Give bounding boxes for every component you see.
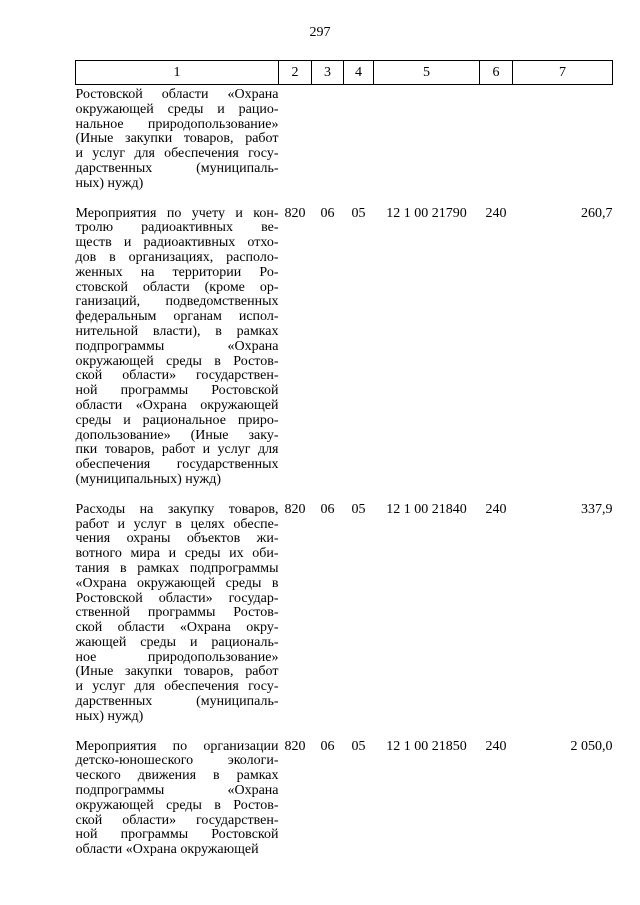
description-line: Ростовской области» государ- (75, 590, 279, 606)
table-row (76, 85, 613, 192)
description-line: ской области» государствен- (75, 812, 279, 828)
description-line: дов в организациях, располо- (75, 249, 279, 265)
description-line: ществ и радиоактивных отхо- (75, 235, 279, 251)
description-line: и услуг для обеспечения госу- (75, 679, 279, 695)
column-header-4: 4 (344, 61, 374, 85)
description-line: ное природопользование» (75, 649, 279, 665)
ministry-code: 820 (284, 501, 306, 517)
column-header-1: 1 (76, 61, 279, 85)
ministry-code: 820 (284, 205, 306, 221)
amount: 260,7 (581, 205, 613, 221)
description-line: Мероприятия по учету и кон- (75, 205, 279, 221)
amount: 337,9 (581, 501, 613, 517)
row-description (76, 192, 279, 488)
description-line: чения охраны объектов жи- (75, 531, 279, 547)
description-line: подпрограммы «Охрана (75, 783, 279, 799)
description-line: окружающей среды в Ростов- (75, 797, 279, 813)
subsection-code: 05 (351, 738, 366, 754)
row-description (76, 85, 279, 192)
table-row (76, 192, 613, 488)
description-line: федеральным органам испол- (75, 309, 279, 325)
column-header-7: 7 (513, 61, 613, 85)
amount (513, 85, 613, 192)
description-line: стовской области (кроме ор- (75, 279, 279, 295)
expense-type-code: 240 (485, 501, 507, 517)
description-line: ганизаций, подведомственных (75, 294, 279, 310)
description-line: (Иные закупки товаров, работ (75, 664, 279, 680)
description-line: подпрограммы «Охрана (75, 338, 279, 354)
description-line: женных на территории Ро- (75, 264, 279, 280)
description-line: ческого движения в рамках (75, 768, 279, 784)
description-line: нальное природопользование» (75, 116, 279, 132)
description-line: ственной программы Ростов- (75, 605, 279, 621)
ministry-code (279, 85, 312, 192)
header-row (76, 61, 613, 85)
section-code: 06 (320, 501, 335, 517)
subsection-code: 05 (351, 501, 366, 517)
section-code: 06 (320, 738, 335, 754)
description-line: ной программы Ростовской (75, 827, 279, 843)
expense-type-code: 240 (485, 738, 507, 754)
description-line: детско-юношеского экологи- (75, 753, 279, 769)
column-header-3: 3 (312, 61, 344, 85)
amount: 2 050,0 (570, 738, 613, 754)
description-line: допользование» (Иные заку- (75, 427, 279, 443)
description-line: (Иные закупки товаров, работ (75, 131, 279, 147)
description-line: нительной власти), в рамках (75, 323, 279, 339)
description-line: жающей среды и рациональ- (75, 634, 279, 650)
row-description (76, 488, 279, 725)
column-header-6: 6 (480, 61, 513, 85)
target-article-code: 12 1 00 21840 (386, 501, 467, 517)
description-line: среды и рациональное приро- (75, 412, 279, 428)
description-line: тролю радиоактивных ве- (75, 220, 279, 236)
description-line: ской области «Охрана окру- (75, 620, 279, 636)
target-article-code: 12 1 00 21790 (386, 205, 467, 221)
description-line: пки товаров, работ и услуг для (75, 442, 279, 458)
section-code: 06 (320, 205, 335, 221)
subsection-code: 05 (351, 205, 366, 221)
table-row (76, 725, 613, 858)
description-line: области «Охрана окружающей (75, 842, 259, 858)
target-article-code: 12 1 00 21850 (386, 738, 467, 754)
description-line: работ и услуг в целях обеспе- (75, 516, 279, 532)
section-code (312, 85, 344, 192)
description-line: тания в рамках подпрограммы (75, 560, 279, 576)
column-header-5: 5 (374, 61, 480, 85)
description-line: ной программы Ростовской (75, 383, 279, 399)
description-line: ных) нужд) (75, 175, 144, 191)
ministry-code: 820 (284, 738, 306, 754)
description-line: «Охрана окружающей среды в (75, 575, 279, 591)
budget-table (75, 60, 613, 858)
column-header-2: 2 (279, 61, 312, 85)
description-line: окружающей среды и рацио- (75, 101, 279, 117)
description-line: Ростовской области «Охрана (75, 87, 279, 102)
description-line: дарственных (муниципаль- (75, 160, 279, 176)
description-line: обеспечения государственных (75, 457, 279, 473)
description-line: ской области» государствен- (75, 368, 279, 384)
row-description (76, 725, 279, 858)
description-line: ных) нужд) (75, 708, 144, 724)
description-line: и услуг для обеспечения госу- (75, 146, 279, 162)
subsection-code (344, 85, 374, 192)
description-line: (муниципальных) нужд) (75, 471, 222, 487)
page-number: 297 (309, 25, 331, 40)
description-line: окружающей среды в Ростов- (75, 353, 279, 369)
description-line: Мероприятия по организации (75, 738, 279, 754)
expense-type-code (480, 85, 513, 192)
expense-type-code: 240 (485, 205, 507, 221)
description-line: вотного мира и среды их оби- (75, 546, 279, 562)
target-article-code (374, 85, 480, 192)
description-line: дарственных (муниципаль- (75, 694, 279, 710)
description-line: Расходы на закупку товаров, (75, 501, 279, 517)
table-row (76, 488, 613, 725)
description-line: области «Охрана окружающей (75, 397, 279, 413)
